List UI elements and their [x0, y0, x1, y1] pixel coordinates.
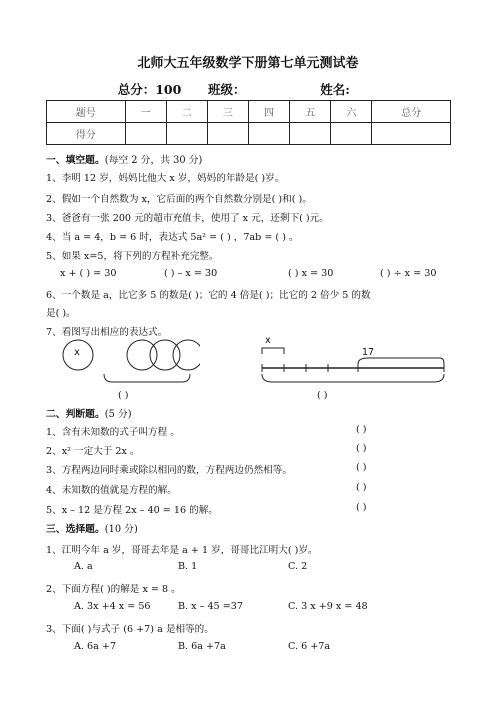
- question-text: 5、如果 x=5，将下列的方程补充完整。: [46, 251, 219, 262]
- segment-x-label: x: [265, 335, 271, 346]
- circle-x-label: x: [74, 347, 80, 358]
- option: C. 3 x +9 x = 48: [288, 601, 368, 612]
- header-cell: 三: [207, 101, 248, 123]
- score-table-score-row: [47, 123, 451, 145]
- circle: [173, 340, 200, 370]
- score-cell[interactable]: [125, 123, 166, 145]
- figure-answer-blank: ( ): [317, 390, 328, 401]
- header-cell: 题号: [47, 101, 126, 123]
- judge-item: 2、x² 一定大于 2x 。: [46, 446, 140, 457]
- option: B. 6a +7a: [178, 641, 226, 652]
- judge-answer: ( ): [356, 424, 367, 435]
- section2-heading: [46, 406, 132, 420]
- question-text: 6、一个数是 a，比它多 5 的数是( )；它的 4 倍是( )；比它的 2 倍少 5 的数: [46, 290, 371, 301]
- question-text: 3、爸爸有一张 200 元的超市充值卡，使用了 x 元，还剩下( )元。: [46, 213, 329, 224]
- header-cell: 总分: [372, 101, 451, 123]
- equation-blank: ( ) – x = 30: [164, 268, 218, 279]
- score-cell[interactable]: [372, 123, 451, 145]
- option: C. 2: [288, 561, 308, 572]
- brace: [104, 374, 190, 382]
- question-text: 1、江明今年 a 岁，哥哥去年是 a + 1 岁，哥哥比江明大( )岁。: [46, 545, 318, 556]
- equation-blank: ( ) x = 30: [288, 268, 334, 279]
- equation-blank: ( ) ÷ x = 30: [380, 268, 437, 279]
- section-title: 三、选择题。: [46, 524, 105, 535]
- judge-answer: ( ): [356, 443, 367, 454]
- score-cell[interactable]: [166, 123, 207, 145]
- option: B. x – 45 =37: [178, 601, 243, 612]
- score-cell[interactable]: [248, 123, 289, 145]
- circle: [150, 340, 180, 370]
- header-cell: 五: [290, 101, 331, 123]
- total-score: 总分：100: [117, 82, 182, 97]
- x-bracket: [262, 348, 284, 354]
- judge-item: 1、含有未知数的式子叫方程 。: [46, 427, 180, 438]
- option: A. 3x +4 x = 56: [74, 601, 151, 612]
- question-text: 3、下面( )与式子 (6 +7) a 是相等的。: [46, 624, 214, 635]
- question-text: 是( )。: [46, 308, 76, 319]
- score-table-header-row: [47, 101, 451, 123]
- option: A. a: [74, 561, 93, 572]
- score-cell[interactable]: [290, 123, 331, 145]
- section3-heading: [46, 521, 138, 535]
- judge-item: 5、x – 12 是方程 2x – 40 = 16 的解。: [46, 505, 218, 516]
- question-text: 7、看图写出相应的表达式。: [46, 327, 168, 338]
- option: A. 6a +7: [74, 641, 117, 652]
- equation-blank: x + ( ) = 30: [60, 268, 117, 279]
- seventeen-bracket: [358, 358, 444, 364]
- score-cell[interactable]: [207, 123, 248, 145]
- name-label: 姓名:: [320, 82, 350, 97]
- bottom-brace: [262, 374, 444, 382]
- judge-item: 4、未知数的值就是方程的解。: [46, 485, 177, 496]
- header-cell: 一: [125, 101, 166, 123]
- circles-figure: [60, 338, 200, 392]
- header-cell: 四: [248, 101, 289, 123]
- question-text: 1、李明 12 岁，妈妈比他大 x 岁，妈妈的年龄是( )岁。: [46, 173, 285, 184]
- judge-answer: ( ): [356, 462, 367, 473]
- section-title: 一、填空题。: [46, 155, 105, 166]
- section-note: (每空 2 分，共 30 分): [104, 155, 203, 166]
- judge-answer: ( ): [356, 502, 367, 513]
- question-text: 2、假如一个自然数为 x，它后面的两个自然数分别是( )和( )。: [46, 194, 312, 205]
- class-label: 班级：: [208, 82, 246, 97]
- question-text: 2、下面方程( )的解是 x = 8 。: [46, 584, 181, 595]
- page-title: 北师大五年级数学下册第七单元测试卷: [137, 56, 359, 71]
- row-label: 得分: [47, 123, 126, 145]
- question-text: 4、当 a = 4，b = 6 时，表达式 5a² = ( ) ，7ab = ( ) 。: [46, 232, 299, 243]
- score-line: [0, 80, 496, 98]
- header-cell: 六: [331, 101, 372, 123]
- figure-answer-blank: ( ): [118, 390, 129, 401]
- header-cell: 二: [166, 101, 207, 123]
- circle: [127, 340, 157, 370]
- judge-item: 3、方程两边同时乘或除以相同的数，方程两边仍然相等。: [46, 465, 292, 476]
- option: B. 1: [178, 561, 198, 572]
- section-note: (5 分): [104, 409, 132, 420]
- section-title: 二、判断题。: [46, 409, 105, 420]
- section-note: (10 分): [104, 524, 138, 535]
- option: C. 6 +7a: [288, 641, 331, 652]
- score-table: [46, 100, 451, 145]
- score-cell[interactable]: [331, 123, 372, 145]
- segment-figure: [258, 334, 448, 390]
- section1-heading: [46, 152, 202, 166]
- segment-17-label: 17: [362, 347, 375, 358]
- judge-answer: ( ): [356, 482, 367, 493]
